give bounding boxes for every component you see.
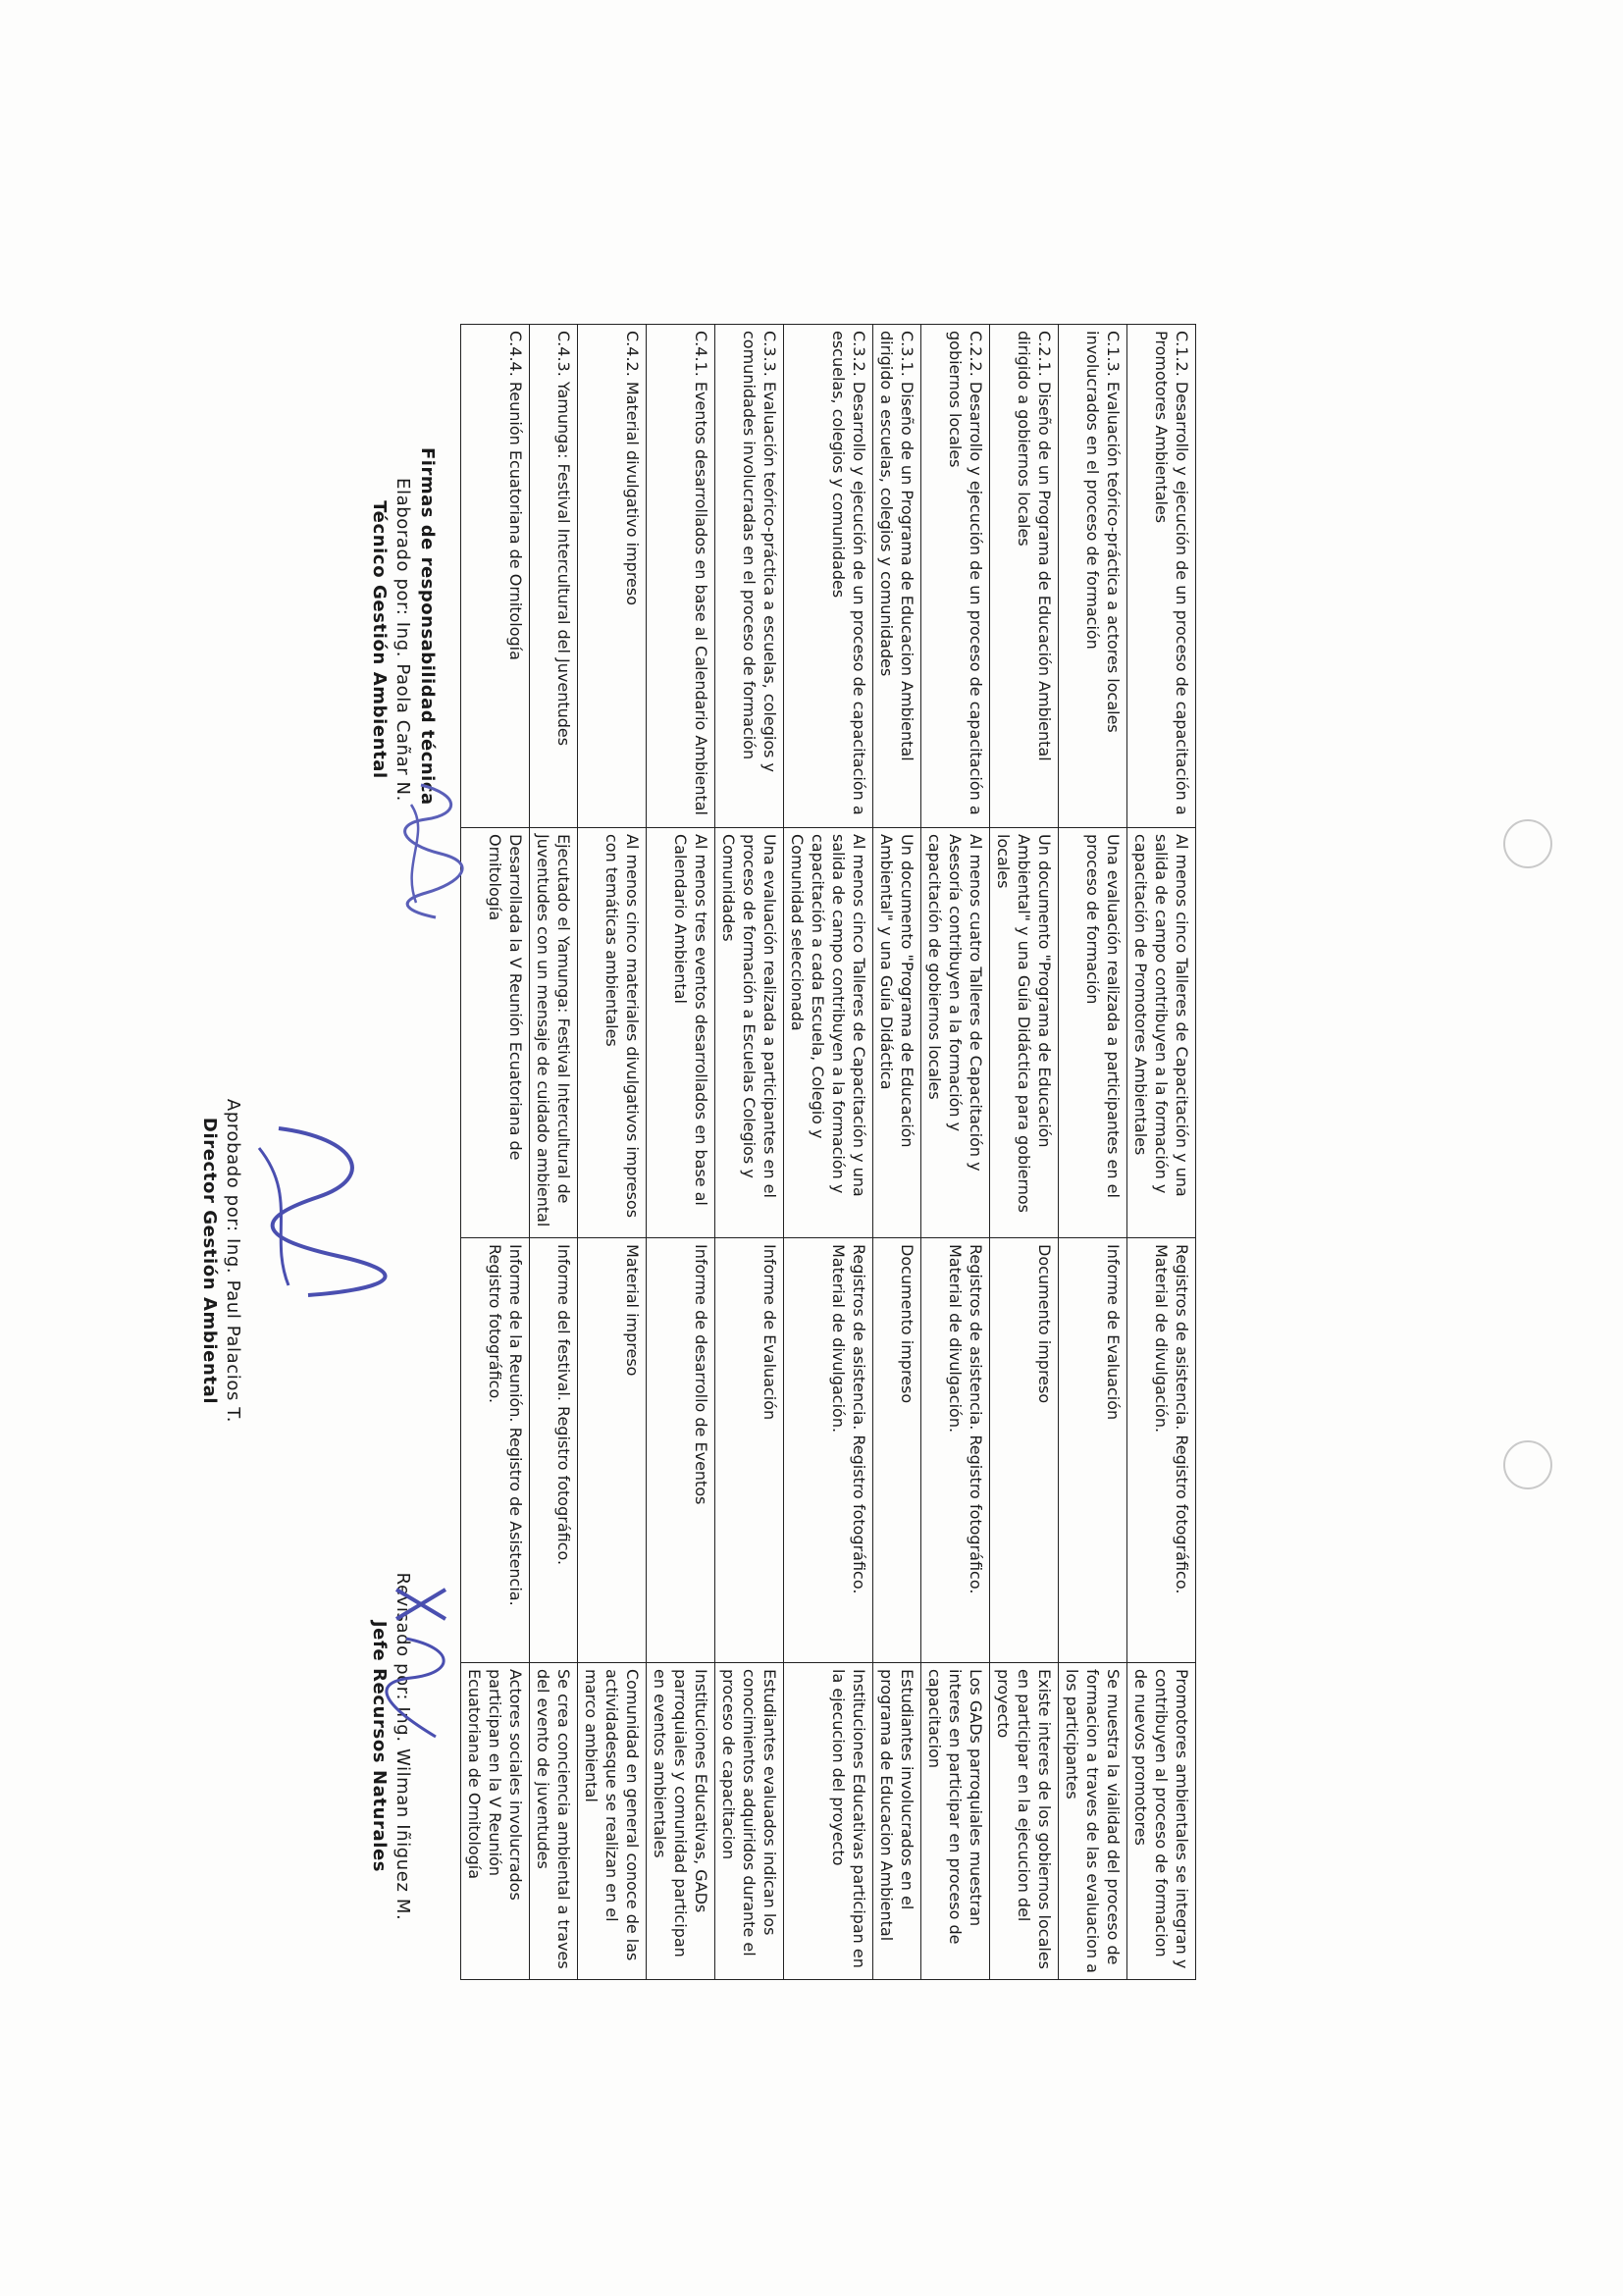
signature-scribble-revisado <box>377 1580 465 1747</box>
verification-cell: Informe de desarrollo de Eventos <box>647 1238 715 1663</box>
indicator-cell: Una evaluación realizada a participantes en el proceso de formación <box>1059 828 1127 1238</box>
table-row <box>715 325 784 1980</box>
activity-cell: C.1.2. Desarrollo y ejecución de un proceso de capacitación a Promotores Ambientales <box>1127 325 1196 828</box>
aprobado-role: Director Gestión Ambiental <box>199 1117 220 1405</box>
revisado-name: Revisado por: Ing. Wilman Iñiguez M. <box>393 1572 413 1921</box>
verification-cell: Documento impreso <box>873 1238 921 1663</box>
assumption-cell: Existe interes de los gobiernos locales en participar en la ejecucion del proyecto <box>990 1663 1059 1980</box>
activity-cell: C.4.3. Yamunga: Festival Intercultural del Juventudes <box>530 325 578 828</box>
aprobado-name: Aprobado por: Ing. Paul Palacios T. <box>223 1098 243 1424</box>
indicator-cell: Un documento "Programa de Educación Ambiental" y una Guía Didáctica para gobiernos locales <box>990 828 1059 1238</box>
indicator-cell: Al menos cinco materiales divulgativos impresos con temáticas ambientales <box>578 828 647 1238</box>
indicator-cell: Ejecutado el Yamunga: Festival Intercultural de Juventudes con un mensaje de cuidado ambiental <box>530 828 578 1238</box>
punch-hole-mark <box>1503 819 1552 868</box>
assumption-cell: Estudiantes involucrados en el programa de Educacion Ambiental <box>873 1663 921 1980</box>
assumption-cell: Comunidad en general conoce de las actividadesque se realizan en el marco ambiental <box>578 1663 647 1980</box>
assumption-cell: Actores sociales involucrados participan en la V Reunión Ecuatoriana de Ornitología <box>461 1663 530 1980</box>
indicator-cell: Al menos tres eventos desarrollados en base al Calendario Ambiental <box>647 828 715 1238</box>
assumption-cell: Instituciones Educativas, GADs parroquiales y comunidad participan en eventos ambientales <box>647 1663 715 1980</box>
indicator-cell: Al menos cinco Talleres de Capacitación y una salida de campo contribuyen a la formación y capacitación a cada Escuela, Colegio y Comunidad seleccionada <box>784 828 873 1238</box>
assumption-cell: Estudiantes evaluados indican los conocimientos adquiridos durante el proceso de capacitacion <box>715 1663 784 1980</box>
activity-cell: C.2.1. Diseño de un Programa de Educación Ambiental dirigido a gobiernos locales <box>990 325 1059 828</box>
table-row <box>1059 325 1127 1980</box>
table-row <box>1127 325 1196 1980</box>
verification-cell: Informe de la Reunión. Registro de Asistencia. Registro fotográfico. <box>461 1238 530 1663</box>
table-row <box>990 325 1059 1980</box>
activity-cell: C.3.2. Desarrollo y ejecución de un proceso de capacitación a escuelas, colegios y comunidades <box>784 325 873 828</box>
table-row <box>647 325 715 1980</box>
logframe-table <box>460 324 1196 1980</box>
assumption-cell: Se crea conciencia ambiental a traves del evento de juventudes <box>530 1663 578 1980</box>
table-row <box>873 325 921 1980</box>
elaborado-name: Elaborado por: Ing. Paola Cañar N. <box>393 478 413 802</box>
assumption-cell: Los GADs parroquiales muestran interes en participar en proceso de capacitacion <box>921 1663 990 1980</box>
signature-scribble-elaborado <box>392 775 470 922</box>
activity-cell: C.1.3. Evaluación teórico-práctica a actores locales involucrados en el proceso de formación <box>1059 325 1127 828</box>
assumption-cell: Promotores ambientales se integran y contribuyen al proceso de formacion de nuevos promotores <box>1127 1663 1196 1980</box>
punch-hole-mark <box>1503 1440 1552 1489</box>
activity-cell: C.4.4. Reunión Ecuatoriana de Ornitología <box>461 325 530 828</box>
elaborado-role: Técnico Gestión Ambiental <box>369 500 390 779</box>
indicator-cell: Desarrollada la V Reunión Ecuatoriana de Ornitología <box>461 828 530 1238</box>
assumption-cell: Se muestra la vialidad del proceso de formacion a traves de las evaluacion a los participantes <box>1059 1663 1127 1980</box>
verification-cell: Documento impreso <box>990 1238 1059 1663</box>
table-row <box>784 325 873 1980</box>
revisado-role: Jefe Recursos Naturales <box>369 1620 390 1873</box>
signatures-title: Firmas de responsabilidad técnica <box>417 447 438 806</box>
verification-cell: Informe del festival. Registro fotográfico. <box>530 1238 578 1663</box>
indicator-cell: Un documento "Programa de Educación Ambiental" y una Guía Didáctica <box>873 828 921 1238</box>
table-row <box>530 325 578 1980</box>
activity-cell: C.4.1. Eventos desarrollados en base al Calendario Ambiental <box>647 325 715 828</box>
assumption-cell: Instituciones Educativas participan en la ejecucion del proyecto <box>784 1663 873 1980</box>
signature-aprobado <box>197 1030 244 1491</box>
verification-cell: Material impreso <box>578 1238 647 1663</box>
signature-scribble-aprobado <box>239 1109 396 1305</box>
verification-cell: Registros de asistencia. Registro fotográfico. Material de divulgación. <box>784 1238 873 1663</box>
indicator-cell: Al menos cuatro Talleres de Capacitación y Asesoría contribuyen a la formación y capacitación de gobiernos locales <box>921 828 990 1238</box>
activity-cell: C.3.3. Evaluación teórico-práctica a escuelas, colegios y comunidades involucradas en el proceso de formación <box>715 325 784 828</box>
verification-cell: Registros de asistencia. Registro fotográfico. Material de divulgación. <box>921 1238 990 1663</box>
table-row <box>578 325 647 1980</box>
logframe-table-body <box>461 325 1196 1980</box>
table-row <box>921 325 990 1980</box>
verification-cell: Informe de Evaluación <box>715 1238 784 1663</box>
signature-elaborado <box>367 453 414 826</box>
indicator-cell: Al menos cinco Talleres de Capacitación y una salida de campo contribuyen a la formación y capacitación de Promotores Ambientales <box>1127 828 1196 1238</box>
verification-cell: Informe de Evaluación <box>1059 1238 1127 1663</box>
table-row <box>461 325 530 1980</box>
activity-cell: C.3.1. Diseño de un Programa de Educacion Ambiental dirigido a escuelas, colegios y comunidades <box>873 325 921 828</box>
activity-cell: C.4.2. Material divulgativo impreso <box>578 325 647 828</box>
indicator-cell: Una evaluación realizada a participantes en el proceso de formación a Escuelas Colegios y Comunidades <box>715 828 784 1238</box>
verification-cell: Registros de asistencia. Registro fotográfico. Material de divulgación. <box>1127 1238 1196 1663</box>
activity-cell: C.2.2. Desarrollo y ejecución de un proceso de capacitación a gobiernos locales <box>921 325 990 828</box>
